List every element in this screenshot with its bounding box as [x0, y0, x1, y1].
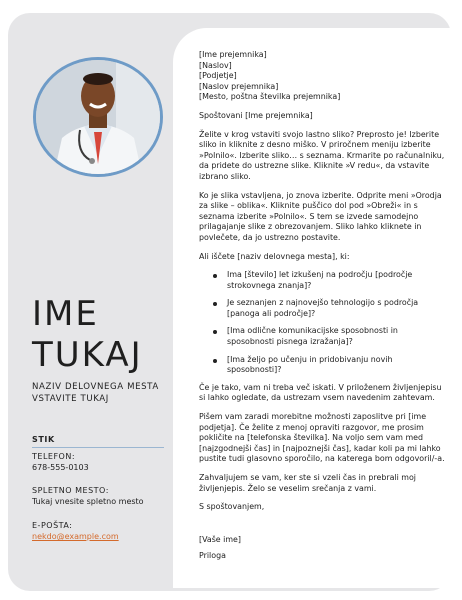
closing: S spoštovanjem, [199, 502, 265, 512]
list-item: Je seznanjen z najnovejšo tehnologijo s področja [panoga ali področje]? [213, 298, 445, 319]
name-line-1: IME [32, 294, 99, 334]
email-label: E-POŠTA: [32, 521, 73, 530]
contact-website [32, 485, 144, 507]
address-line: [Ime prejemnika] [199, 50, 267, 59]
signature: [Vaše ime] [199, 534, 241, 544]
profile-photo[interactable] [33, 57, 163, 177]
job-title-line-1: NAZIV DELOVNEGA MESTA [32, 382, 159, 392]
contact-heading: STIK [32, 435, 164, 448]
list-item: Ima [število] let izkušenj na področju [področje strokovnega znanja]? [213, 270, 445, 291]
website-value: Tukaj vnesite spletno mesto [32, 497, 144, 506]
enclosure: Priloga [199, 551, 226, 561]
address-line: [Mesto, poštna številka prejemnika] [199, 92, 341, 102]
cover-letter [199, 42, 445, 570]
list-item: [Ima željo po učenju in pridobivanju novih sposobnosti]? [213, 355, 445, 376]
paragraph-1: Želite v krog vstaviti svojo lastno sliko? Preprosto je! Izberite sliko in kliknite z desno miško. V priročnem meniju izberite »Polnilo«. Izberite sliko… s seznama. Krmarite po računalniku, da pridete do ustrezne slike. Kliknite »V redu«, da vstavite izbrano sliko. [199, 129, 445, 181]
address-line: [Naslov] [199, 60, 232, 70]
address-line: [Podjetje] [199, 71, 237, 81]
email-link[interactable]: nekdo@example.com [32, 532, 119, 541]
greeting: Spoštovani [Ime prejemnika] [199, 110, 313, 120]
paragraph-3: Ali iščete [naziv delovnega mesta], ki: [199, 251, 350, 261]
contact-phone [32, 451, 89, 473]
candidate-name [32, 294, 143, 376]
address-line: [Naslov prejemnika] [199, 81, 279, 91]
phone-label: TELEFON: [32, 452, 76, 461]
paragraph-6: Zahvaljujem se vam, ker ste si vzeli čas in prebrali moj življenjepis. Želo se veselim srečanja z vami. [199, 473, 417, 493]
name-line-2: TUKAJ [32, 335, 143, 375]
qualification-list [199, 270, 445, 376]
paragraph-2: Ko je slika vstavljena, jo znova izberite. Odprite meni »Orodja za slike – oblika«. Kliknite puščico dol pod »Obreži« in s seznama izberite »Polnilo«. S tem se izvede samodejno prilagajanje slike z obrezovanjem. Sliko lahko kliknete in povlečete, da jo ustrezno postavite. [199, 190, 442, 242]
job-title-line-2: VSTAVITE TUKAJ [32, 394, 109, 404]
website-label: SPLETNO MESTO: [32, 486, 109, 495]
profile-photo-illustration [36, 60, 160, 174]
contact-email [32, 520, 119, 542]
list-item: [Ima odlične komunikacijske sposobnosti in sposobnosti pisnega izražanja]? [213, 326, 445, 347]
paragraph-5: Pišem vam zaradi morebitne možnosti zaposlitve pri [ime podjetja]. Če želite z menoj opraviti razgovor, me prosim pokličite na [telefonska številka]. Na voljo sem vam med [najzgodnejši čas] in [najpoznejši čas], kadar koli pa mi lahko pustite tudi glasovno sporočilo, na katerega bom odgovoril/-a. [199, 412, 445, 464]
job-title [32, 381, 159, 405]
phone-value: 678-555-0103 [32, 463, 89, 472]
paragraph-4: Če je tako, vam ni treba več iskati. V priloženem življenjepisu si lahko ogledate, da ustrezam vsem navedenim zahtevam. [199, 382, 442, 403]
